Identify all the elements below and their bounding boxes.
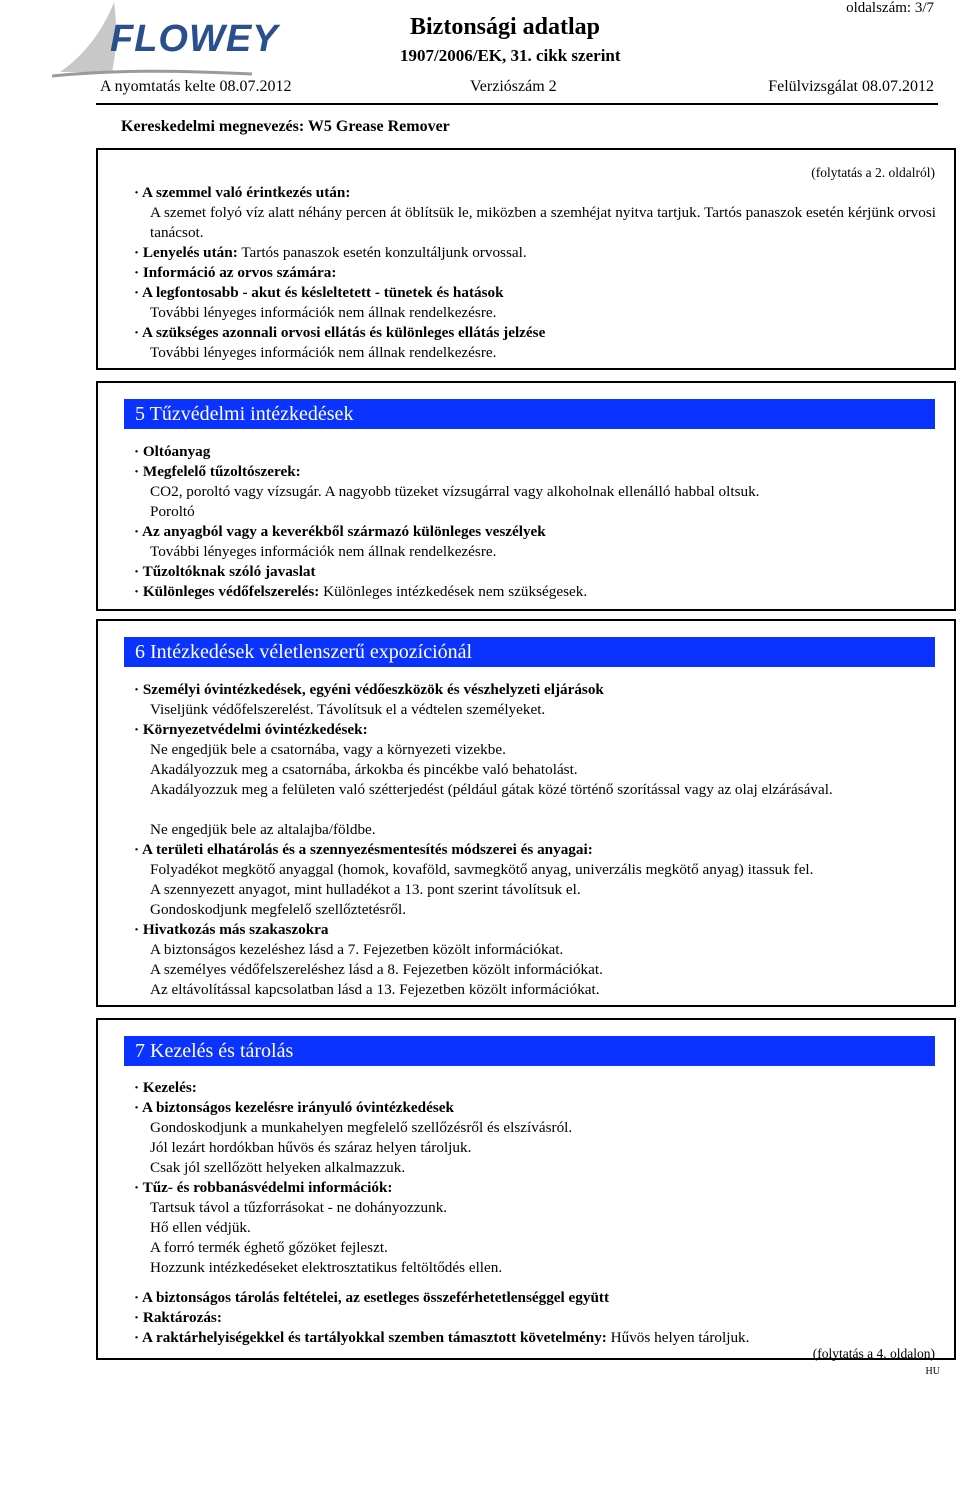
ingestion-label: · Lenyelés után:: [134, 244, 238, 261]
s6-line-7: Ne engedjük bele az altalajba/földbe.: [150, 821, 376, 838]
s7-line-2: · A biztonságos kezelésre irányuló óvintézkedések: [134, 1099, 454, 1116]
s6-line-2: Viseljünk védőfelszerelést. Távolítsuk el a védtelen személyeket.: [150, 701, 546, 718]
medical-care-text: További lényeges információk nem állnak rendelkezésre.: [150, 344, 497, 361]
s7-line-6: · Tűz- és robbanásvédelmi információk:: [134, 1179, 393, 1196]
s6-line-10: A szennyezett anyagot, mint hulladékot a 13. pont szerint távolítsuk el.: [150, 881, 581, 898]
s5-line-5: · Az anyagból vagy a keverékből származó különleges veszélyek: [134, 523, 546, 540]
language-code: HU: [925, 1366, 940, 1377]
eye-contact-text: A szemet folyó víz alatt néhány percen át öblítsük le, miközben a szemhéjat nyitva tartjuk. Tartós panaszok esetén kérjünk orvosi tanácsot.: [150, 204, 936, 241]
section-5-title: 5 Tűzvédelmi intézkedések: [124, 399, 935, 429]
s6-line-11: Gondoskodjunk megfelelő szellőztetésről.: [150, 901, 407, 918]
revision-date: Felülvizsgálat 08.07.2012: [768, 78, 934, 95]
print-date: A nyomtatás kelte 08.07.2012: [100, 78, 292, 95]
s5-line-8: [134, 582, 587, 602]
medical-care-label: · A szükséges azonnali orvosi ellátás és különleges ellátás jelzése: [134, 324, 546, 341]
s5-line-3: CO2, poroltó vagy vízsugár. A nagyobb tüzeket vízsugárral vagy alkoholnak ellenálló habbal oltsuk.: [150, 483, 760, 500]
s7-line-11: · A biztonságos tárolás feltételei, az esetleges összeférhetetlenséggel együtt: [134, 1289, 610, 1306]
s6-line-14: A személyes védőfelszereléshez lásd a 8. Fejezetben közölt információkat.: [150, 961, 603, 978]
s6-line-13: A biztonságos kezeléshez lásd a 7. Fejezetben közölt információkat.: [150, 941, 564, 958]
flowey-logo: [52, 0, 302, 80]
s6-line-3: · Környezetvédelmi óvintézkedések:: [134, 721, 368, 738]
s6-line-12: · Hivatkozás más szakaszokra: [134, 921, 329, 938]
ingestion-text: Tartós panaszok esetén konzultáljunk orvossal.: [237, 244, 527, 261]
continued-to: (folytatás a 4. oldalon): [812, 1346, 935, 1361]
s5-line-8-text: Különleges intézkedések nem szükségesek.: [319, 583, 588, 600]
s7-line-13: [134, 1328, 749, 1348]
document-subtitle: 1907/2006/EK, 31. cikk szerint: [400, 46, 621, 65]
s6-line-5: Akadályozzuk meg a csatornába, árkokba és pincékbe való behatolást.: [150, 761, 578, 778]
s7-line-1: · Kezelés:: [134, 1079, 197, 1096]
s5-line-1: · Oltóanyag: [134, 443, 211, 460]
s7-line-3: Gondoskodjunk a munkahelyen megfelelő szellőzésről és elszívásról.: [150, 1119, 573, 1136]
section-7-title: 7 Kezelés és tárolás: [124, 1036, 935, 1066]
s7-line-13-label: · A raktárhelyiségekkel és tartályokkal szemben támasztott követelmény:: [134, 1329, 607, 1346]
symptoms-label: · A legfontosabb - akut és késleltetett - tünetek és hatások: [134, 284, 504, 301]
s5-line-4: Poroltó: [150, 503, 195, 520]
version-number: Verziószám 2: [470, 78, 557, 95]
s7-line-12: · Raktározás:: [134, 1309, 222, 1326]
s6-line-9: Folyadékot megkötő anyaggal (homok, kovaföld, savmegkötő anyag, univerzális megkötő anyag) itassuk fel.: [150, 861, 814, 878]
s6-line-4: Ne engedjük bele a csatornába, vagy a környezeti vizekbe.: [150, 741, 506, 758]
s7-line-4: Jól lezárt hordókban hűvös és száraz helyen tároljuk.: [150, 1139, 472, 1156]
s7-line-5: Csak jól szellőzött helyeken alkalmazzuk.: [150, 1159, 406, 1176]
document-title: Biztonsági adatlap: [410, 14, 601, 40]
s7-line-8: Hő ellen védjük.: [150, 1219, 251, 1236]
symptoms-text: További lényeges információk nem állnak rendelkezésre.: [150, 304, 497, 321]
s6-line-15: Az eltávolítással kapcsolatban lásd a 13. Fejezetben közölt információkat.: [150, 981, 600, 998]
product-name: Kereskedelmi megnevezés: W5 Grease Remover: [121, 118, 450, 135]
s5-line-8-label: · Különleges védőfelszerelés:: [134, 583, 320, 600]
page-number: oldalszám: 3/7: [846, 0, 934, 16]
s7-line-10: Hozzunk intézkedéseket elektrosztatikus feltöltődés ellen.: [150, 1259, 503, 1276]
doctor-info-label: · Információ az orvos számára:: [134, 264, 337, 281]
brand-name: FLOWEY: [110, 18, 279, 60]
eye-contact-label: · A szemmel való érintkezés után:: [134, 184, 351, 201]
s6-line-8: · A területi elhatárolás és a szennyezésmentesítés módszerei és anyagai:: [134, 841, 593, 858]
s6-line-6: Akadályozzuk meg a felületen való szétterjedést (például gátak közé történő szorítással vagy az olaj elzárásával.: [150, 781, 833, 798]
section-6-title: 6 Intézkedések véletlenszerű expozíciónál: [124, 637, 935, 667]
s5-line-2: · Megfelelő tűzoltószerek:: [134, 463, 301, 480]
s7-line-13-text: Hűvös helyen tároljuk.: [606, 1329, 750, 1346]
s7-line-7: Tartsuk távol a tűzforrásokat - ne dohányozzunk.: [150, 1199, 448, 1216]
header-divider: [96, 103, 938, 105]
continued-from: (folytatás a 2. oldalról): [811, 165, 935, 180]
s5-line-6: További lényeges információk nem állnak rendelkezésre.: [150, 543, 497, 560]
s7-line-9: A forró termék éghető gőzöket fejleszt.: [150, 1239, 388, 1256]
ingestion-line: [134, 243, 527, 263]
s5-line-7: · Tűzoltóknak szóló javaslat: [134, 563, 316, 580]
s6-line-1: · Személyi óvintézkedések, egyéni védőeszközök és vészhelyzeti eljárások: [134, 681, 604, 698]
